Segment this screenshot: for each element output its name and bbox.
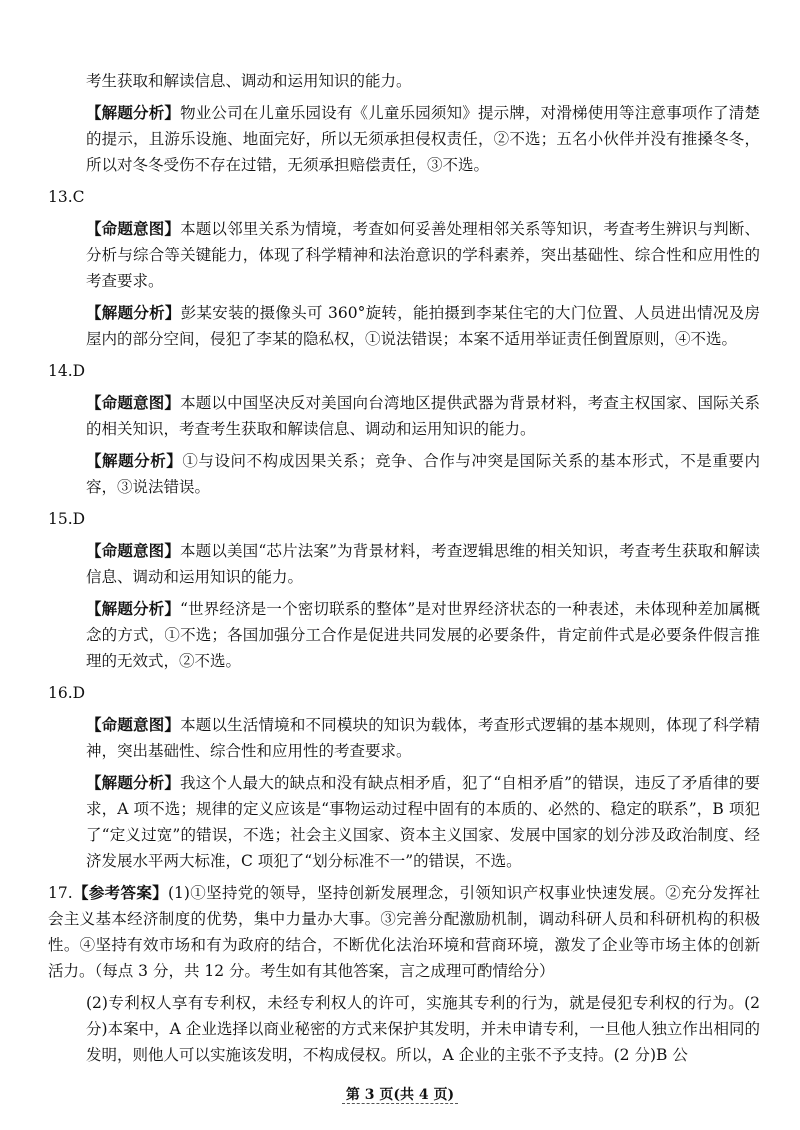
intent-tag: 【命题意图】 [86,541,180,560]
q15-answer: 15.D [48,510,86,528]
q17-part2: (2)专利权人享有专利权，未经专利权人的许可，实施其专利的行为，就是侵犯专利权的行为。(2 分)本案中，A 企业选择以商业秘密的方式来保护其发明，并未申请专利，一旦他人独立作出相同的发明，则他人可以实施该发明，不构成侵权。所以，A 企业的主张不予支持。(2 分)B 公 [86,994,760,1064]
page-footer [0,1084,800,1104]
q13-analysis: 【解题分析】彭某安装的摄像头可 360°旋转，能拍摄到李某住宅的大门位置、人员进出情况及房屋内的部分空间，侵犯了李某的隐私权，①说法错误；本案不适用举证责任倒置原则，④不选。 [86,303,760,348]
q17-number: 17. [48,884,73,902]
q13-intent: 【命题意图】本题以邻里关系为情境，考查如何妥善处理相邻关系等知识，考查考生辨识与判断、分析与综合等关键能力，体现了科学精神和法治意识的学科素养，突出基础性、综合性和应用性的考查要求。 [86,219,760,290]
q14-analysis: 【解题分析】①与设问不构成因果关系；竞争、合作与冲突是国际关系的基本形式，不是重要内容，③说法错误。 [86,451,760,496]
reference-tag: 【参考答案】 [72,883,168,902]
intent-tag: 【命题意图】 [86,219,181,238]
answer-content [48,68,760,1074]
intent-tag: 【命题意图】 [86,715,181,734]
q15-analysis: 【解题分析】“世界经济是一个密切联系的整体”是对世界经济状态的一种表述，未体现种差加属概念的方式，①不选；各国加强分工合作是促进共同发展的必要条件，肯定前件式是必要条件假言推理的无效式，②不选。 [86,599,760,670]
analysis-tag: 【解题分析】 [86,451,183,470]
q13-answer: 13.C [48,188,85,206]
analysis-tag: 【解题分析】 [86,103,181,122]
q14-intent: 【命题意图】本题以中国坚决反对美国向台湾地区提供武器为背景材料，考查主权国家、国际关系的相关知识，考查考生获取和解读信息、调动和运用知识的能力。 [86,393,760,438]
q16-intent: 【命题意图】本题以生活情境和不同模块的知识为载体，考查形式逻辑的基本规则，体现了科学精神，突出基础性、综合性和应用性的考查要求。 [86,715,760,760]
q16-analysis: 【解题分析】我这个人最大的缺点和没有缺点相矛盾，犯了“自相矛盾”的错误，违反了矛盾律的要求，A 项不选；规律的定义应该是“事物运动过程中固有的本质的、必然的、稳定的联系”，B 项犯了“定义过宽”的错误，不选；社会主义国家、资本主义国家、发展中国家的划分涉及政治制度、经济发展水平两大标准，C 项犯了“划分标准不一”的错误，不选。 [86,773,760,870]
analysis-tag: 【解题分析】 [86,773,180,792]
page-number: 第 3 页(共 4 页) [342,1087,458,1104]
q12-analysis: 【解题分析】物业公司在儿童乐园设有《儿童乐园须知》提示牌，对滑梯使用等注意事项作了清楚的提示，且游乐设施、地面完好，所以无须承担侵权责任，②不选；五名小伙伴并没有推搡冬冬，所以对冬冬受伤不存在过错，无须承担赔偿责任，③不选。 [86,103,760,174]
intent-tag: 【命题意图】 [86,393,181,412]
analysis-tag: 【解题分析】 [86,599,180,618]
q14-answer: 14.D [48,362,86,380]
q16-answer: 16.D [48,684,86,702]
analysis-tag: 【解题分析】 [86,303,181,322]
q17-reference-answer: 17.【参考答案】(1)①坚持党的领导，坚持创新发展理念，引领知识产权事业快速发展。②充分发挥社会主义基本经济制度的优势，集中力量办大事。③完善分配激励机制，调动科研人员和科研机构的积极性。④坚持有效市场和有为政府的结合，不断优化法治环境和营商环境，激发了企业等市场主体的创新活力。（每点 3 分，共 12 分。考生如有其他答案，言之成理可酌情给分） [48,883,760,980]
q15-intent: 【命题意图】本题以美国“芯片法案”为背景材料，考查逻辑思维的相关知识，考查考生获取和解读信息、调动和运用知识的能力。 [86,541,760,586]
q12-continuation: 考生获取和解读信息、调动和运用知识的能力。 [86,72,412,90]
